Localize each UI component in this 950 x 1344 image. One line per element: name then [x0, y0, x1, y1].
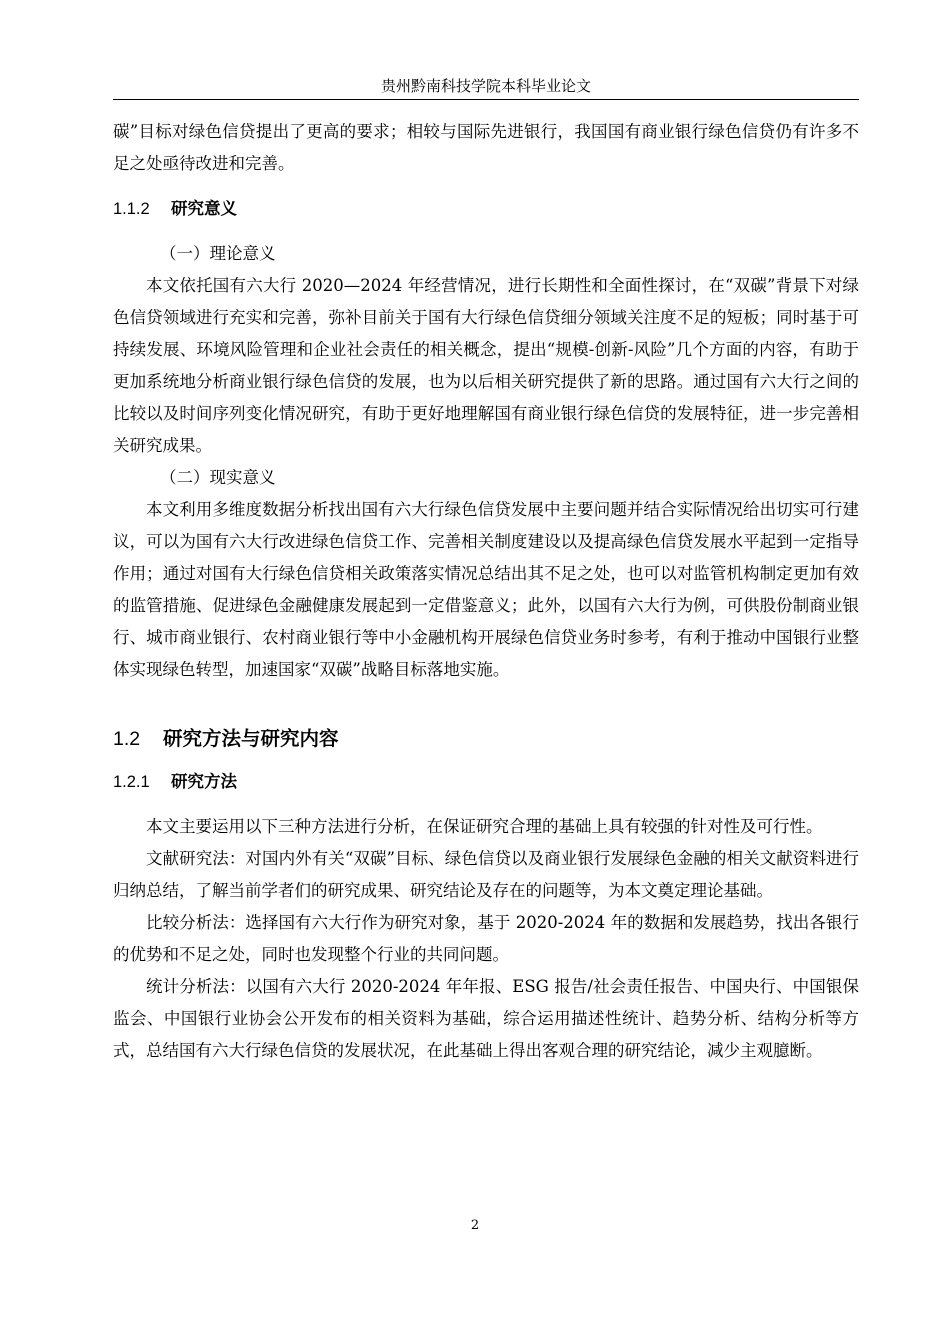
subheading-theory: （一）理论意义: [160, 244, 276, 263]
paragraph-statistical-method: 统计分析法：以国有六大行 2020-2024 年年报、ESG 报告/社会责任报告、中国央行、中国银保监会、中国银行业协会公开发布的相关资料为基础，综合运用描述性统计、趋势分析、结构分析等方式，总结国有六大行绿色信贷的发展状况，在此基础上得出客观合理的研究结论，减少主观臆断。: [113, 977, 859, 1060]
section-number: 1.2.1: [113, 773, 150, 791]
running-header: 贵州黔南科技学院本科毕业论文: [380, 77, 591, 95]
section-title: 研究方法与研究内容: [163, 727, 339, 750]
subheading-practice: （二）现实意义: [160, 468, 276, 487]
section-title: 研究意义: [171, 199, 237, 218]
paragraph-comparative-method: 比较分析法：选择国有六大行作为研究对象，基于 2020-2024 年的数据和发展趋势，找出各银行的优势和不足之处，同时也发现整个行业的共同问题。: [113, 913, 859, 964]
section-heading-1-2: [113, 722, 859, 756]
paragraph-theory: 本文依托国有六大行 2020—2024 年经营情况，进行长期性和全面性探讨，在“双碳”背景下对绿色信贷领域进行充实和完善，弥补目前关于国有大行绿色信贷细分领域关注度不足的短板；同时基于可持续发展、环境风险管理和企业社会责任的相关概念，提出“规模-创新-风险”几个方面的内容，有助于更加系统地分析商业银行绿色信贷的发展，也为以后相关研究提供了新的思路。通过国有六大行之间的比较以及时间序列变化情况研究，有助于更好地理解国有商业银行绿色信贷的发展特征，进一步完善相关研究成果。: [113, 276, 859, 455]
section-title: 研究方法: [171, 772, 237, 791]
page-body: [113, 116, 859, 1067]
section-number: 1.2: [113, 728, 141, 750]
paragraph-literature-method: 文献研究法：对国内外有关“双碳”目标、绿色信贷以及商业银行发展绿色金融的相关文献资料进行归纳总结，了解当前学者们的研究成果、研究结论及存在的问题等，为本文奠定理论基础。: [113, 849, 859, 900]
paragraph-practice: 本文利用多维度数据分析找出国有六大行绿色信贷发展中主要问题并结合实际情况给出切实可行建议，可以为国有六大行改进绿色信贷工作、完善相关制度建设以及提高绿色信贷发展水平起到一定指导作用；通过对国有大行绿色信贷相关政策落实情况总结出其不足之处，也可以对监管机构制定更加有效的监管措施、促进绿色金融健康发展起到一定借鉴意义；此外，以国有六大行为例，可供股份制商业银行、城市商业银行、农村商业银行等中小金融机构开展绿色信贷业务时参考，有利于推动中国银行业整体实现绿色转型，加速国家“双碳”战略目标落地实施。: [113, 500, 859, 679]
section-heading-1-1-2: [113, 193, 859, 225]
paragraph-methods-intro: 本文主要运用以下三种方法进行分析，在保证研究合理的基础上具有较强的针对性及可行性。: [146, 817, 823, 836]
header-rule: [113, 99, 859, 100]
section-heading-1-2-1: [113, 766, 859, 798]
section-number: 1.1.2: [113, 200, 150, 218]
page-number: 2: [470, 1218, 480, 1233]
continued-paragraph: 碳”目标对绿色信贷提出了更高的要求；相较与国际先进银行，我国国有商业银行绿色信贷仍有许多不足之处亟待改进和完善。: [113, 122, 859, 173]
